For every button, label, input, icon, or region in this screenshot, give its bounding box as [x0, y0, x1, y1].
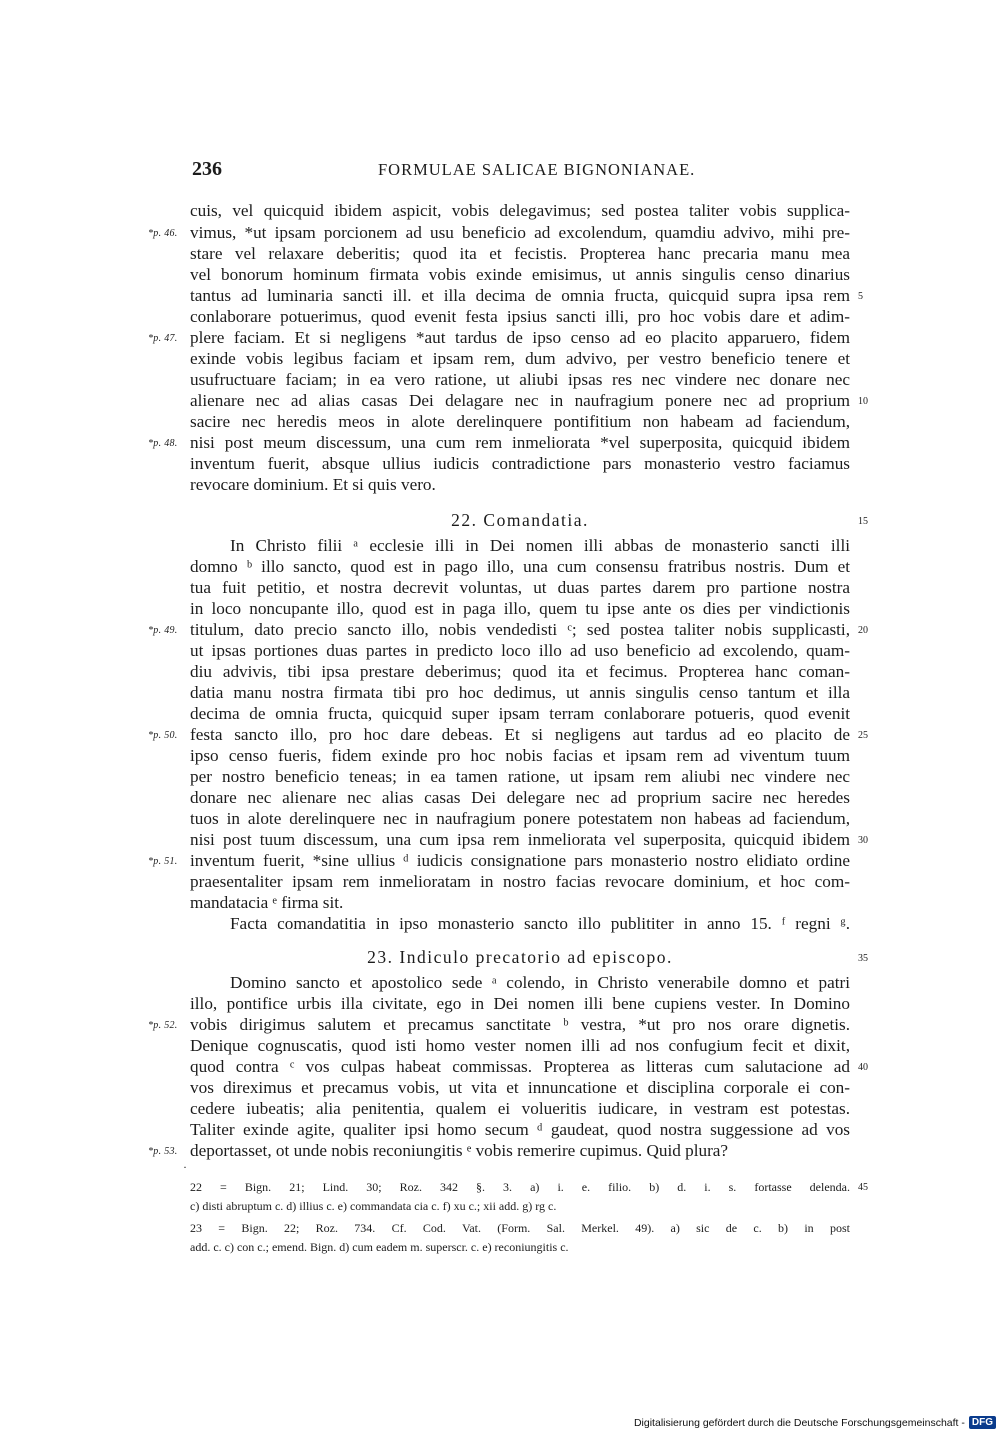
- digitization-credit: [634, 1416, 996, 1429]
- text-line: in loco noncupante illo, quod est in paga illo, quem tu ipse ante os dies per vindictionis: [190, 599, 850, 618]
- text-line: exinde vobis legibus faciam et ipsam rem, dum advivo, per vestro beneficio tenere et: [190, 349, 850, 368]
- margin-page-ref: *p. 47.: [148, 333, 178, 344]
- text-line: Domino sancto et apostolico sede ᵃ colendo, in Christo venerabile domno et patri: [230, 973, 850, 992]
- text-line: vobis dirigimus salutem et precamus sanctitate ᵇ vestra, *ut pro nos orare dignetis.: [190, 1015, 850, 1034]
- text-line: alienare nec ad alias casas Dei delagare nec in naufragium ponere nec ad proprium: [190, 391, 850, 410]
- running-title: FORMULAE SALICAE BIGNONIANAE.: [378, 160, 696, 179]
- text-line: ut ipsas portiones duas partes in predicto loco illo ad uso beneficio ad excolendo, quam-: [190, 641, 850, 660]
- footnote: c) disti abruptum c. d) illius c. e) commandata cia c. f) xu c.; xii add. g) rg c.: [190, 1199, 557, 1213]
- text-line: datia manu nostra firmata tibi pro hoc dedimus, ut annis singulis censo tantum et illa: [190, 683, 850, 702]
- line-number: 15: [858, 516, 868, 527]
- margin-page-ref: *p. 51.: [148, 856, 178, 867]
- section-heading-23: 23. Indiculo precatorio ad episcopo.: [367, 947, 673, 967]
- text-line: mandatacia ᵉ firma sit.: [190, 893, 344, 912]
- text-line: domno ᵇ illo sancto, quod est in pago illo, una cum consensu fratribus nostris. Dum et: [190, 557, 850, 576]
- credit-text: Digitalisierung gefördert durch die Deutsche Forschungsgemeinschaft -: [633, 1416, 965, 1429]
- text-line: ipso censo fueris, fidem exinde pro hoc nobis facias et ipsam rem ad viventum tuum: [190, 746, 850, 765]
- text-line: plere faciam. Et si negligens *aut tardus de ipso censo ad eo placito apparuero, fidem: [190, 328, 850, 347]
- line-number: 30: [858, 835, 868, 846]
- text-line: praesentaliter ipsam rem inmelioratam in nostro facias revocare dominium, et hoc com-: [190, 872, 850, 891]
- line-number: 10: [858, 396, 868, 407]
- text-line: quod contra ᶜ vos culpas habeat commissas. Propterea as litteras cum salutacione ad: [190, 1057, 850, 1076]
- text-line: Taliter exinde agite, qualiter ipsi homo secum ᵈ gaudeat, quod nostra suggessione ad vos: [190, 1120, 850, 1139]
- margin-page-ref: *p. 46.: [148, 228, 178, 239]
- margin-page-ref: *p. 49.: [148, 625, 178, 636]
- text-line: vel bonorum hominum firmata vobis exinde emisimus, ut annis singulis censo dinarius: [190, 265, 850, 284]
- text-line: vimus, *ut ipsam porcionem ad usu beneficio ad excolendum, quamdiu advivo, mihi pre-: [190, 223, 850, 242]
- text-line: inventum fuerit, absque ullius iudicis contradictione pars monasterio vestro faciamus: [190, 454, 850, 473]
- text-line: sacire nec heredis meos in alote derelinquere pontifitium non habeam ad faciendum,: [190, 412, 850, 431]
- text-line: deportasset, ot unde nobis reconiungitis ᵉ vobis remerire cupimus. Quid plura?: [190, 1141, 729, 1160]
- text-line: tantus ad luminaria sancti ill. et illa decima de omnia fructa, quicquid supra ipsa rem: [190, 286, 850, 305]
- line-number: 45: [858, 1182, 868, 1193]
- text-line: tuos in alote derelinquere nec in naufragium ponere potestatem non habeas ad faciendum,: [190, 809, 850, 828]
- margin-page-ref: *p. 52.: [148, 1020, 178, 1031]
- line-number: 20: [858, 625, 868, 636]
- text-line: nisi post meum discessum, una cum rem inmeliorata *vel superposita, quicquid ibidem: [190, 433, 850, 452]
- dfg-logo: DFG: [969, 1416, 996, 1429]
- section-heading-22: 22. Comandatia.: [451, 510, 589, 530]
- text-line: In Christo filii ᵃ ecclesie illi in Dei nomen illi abbas de monasterio sancti illi: [230, 536, 850, 555]
- text-line: titulum, dato precio sancto illo, nobis vendedisti ᶜ; sed postea taliter nobis supplicasti,: [190, 620, 850, 639]
- page-header: [188, 158, 852, 188]
- line-number: 5: [858, 291, 863, 302]
- text-line: Denique cognuscatis, quod isti homo vester nomen illi ad nos confugium fecit et dixit,: [190, 1036, 850, 1055]
- text-line: decima de omnia fructa, quicquid super ipsam terram conlaborare potueris, quod evenit: [190, 704, 850, 723]
- text-line: donare nec alienare nec alias casas Dei delegare nec ad proprium sacire nec heredes: [190, 788, 850, 807]
- text-line: vos direximus et precamus vobis, ut vita et innuncatione et disciplina corporale ei con-: [190, 1078, 850, 1097]
- text-line: Facta comandatitia in ipso monasterio sancto illo publititer in anno 15. ᶠ regni ᵍ.: [230, 914, 850, 933]
- text-line: conlaborare potuerimus, quod evenit festa ipsius sancti illi, pro hoc vobis dare et adim-: [190, 307, 850, 326]
- text-line: nisi post tuum discessum, una cum ipsa rem inmeliorata vel superposita, quicquid ibidem: [190, 830, 850, 849]
- text-line: tua fuit petitio, et nostra decrevit voluntas, ut duas partes darem pro partione nostra: [190, 578, 850, 597]
- page-number: 236: [192, 158, 222, 180]
- stray-mark: ·: [183, 1160, 187, 1174]
- text-line: illo, pontifice urbis illa civitate, ego in Dei nomen illi bene cupiens vester. In Domino: [190, 994, 850, 1013]
- text-line: inventum fuerit, *sine ullius ᵈ iudicis consignatione pars monasterio nostro elidiato ordine: [190, 851, 850, 870]
- text-line: cedere iubeatis; alia penitentia, qualem ei volueritis iudicare, in vestram est potestas.: [190, 1099, 850, 1118]
- text-line: cuis, vel quicquid ibidem aspicit, vobis delegavimus; sed postea taliter vobis supplica-: [190, 201, 850, 220]
- line-number: 25: [858, 730, 868, 741]
- text-line: usufructuare faciam; in ea vero ratione, ut aliubi ipsas res nec vindere nec donare nec: [190, 370, 850, 389]
- text-line: revocare dominium. Et si quis vero.: [190, 475, 436, 494]
- text-line: per nostro beneficio teneas; in ea tamen ratione, ut ipsam rem aliubi nec vindere nec: [190, 767, 850, 786]
- line-number: 40: [858, 1062, 868, 1073]
- line-number: 35: [858, 953, 868, 964]
- margin-page-ref: *p. 53.: [148, 1146, 178, 1157]
- margin-page-ref: *p. 48.: [148, 438, 178, 449]
- footnote: 22 = Bign. 21; Lind. 30; Roz. 342 §. 3. a) i. e. filio. b) d. i. s. fortasse delenda.: [190, 1180, 850, 1194]
- margin-page-ref: *p. 50.: [148, 730, 178, 741]
- text-line: diu advivis, tibi ipsa prestare deberimus; quod ita et fecimus. Propterea hanc coman-: [190, 662, 850, 681]
- footnote: 23 = Bign. 22; Roz. 734. Cf. Cod. Vat. (Form. Sal. Merkel. 49). a) sic de c. b) in post: [190, 1221, 850, 1235]
- text-line: stare vel relaxare deberitis; quod ita et fecistis. Propterea hanc precaria manu mea: [190, 244, 850, 263]
- text-line: festa sancto illo, pro hoc dare debeas. Et si negligens aut tardus ad eo placito de: [190, 725, 850, 744]
- footnote: add. c. c) con c.; emend. Bign. d) cum eadem m. superscr. c. e) reconiungitis c.: [190, 1240, 569, 1254]
